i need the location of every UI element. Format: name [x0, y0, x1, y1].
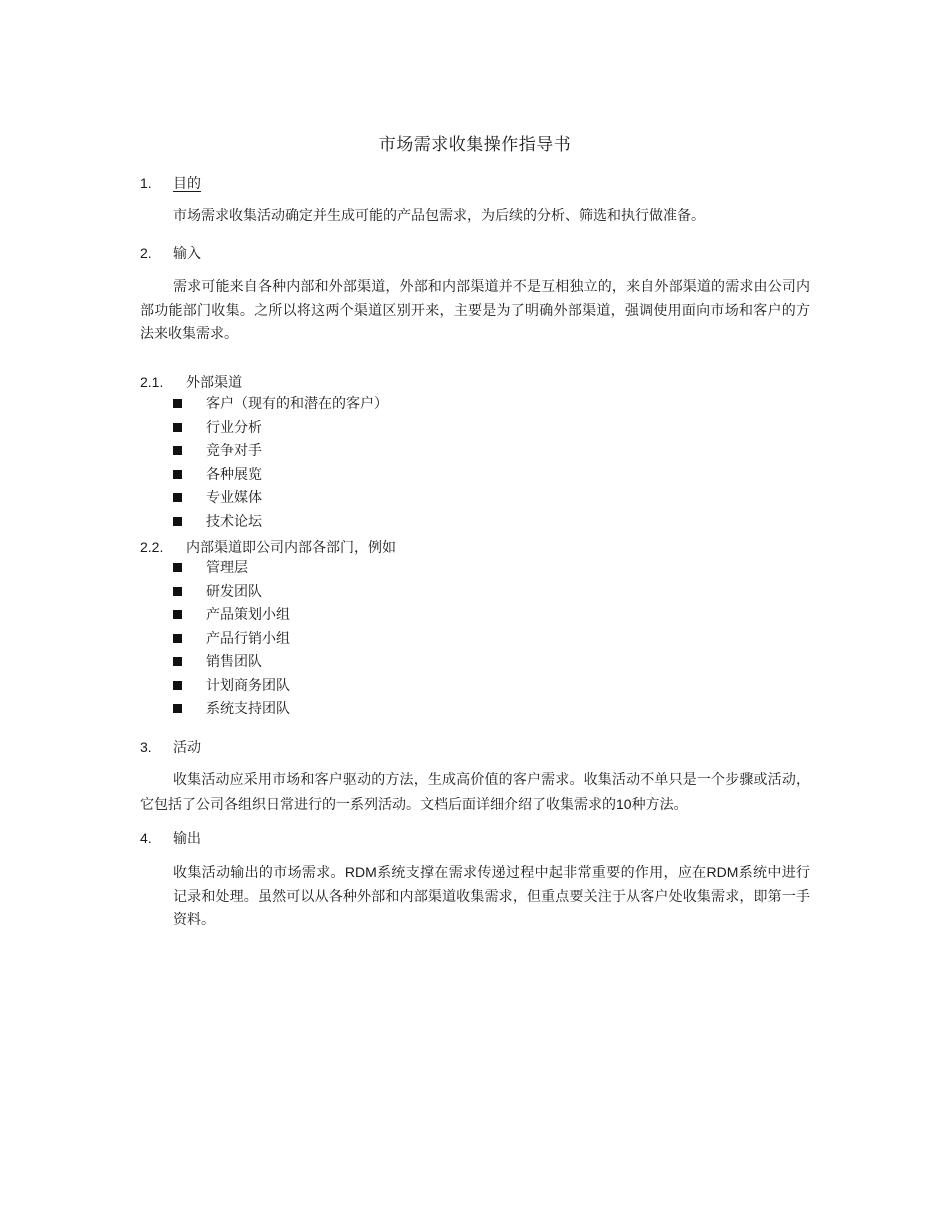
internal-channels-list — [173, 557, 290, 722]
bullet-square-icon — [173, 399, 182, 408]
list-item: 产品行销小组 — [173, 628, 290, 652]
bullet-square-icon — [173, 704, 182, 713]
bullet-square-icon — [173, 470, 182, 479]
section-1-title: 目的 — [173, 176, 201, 192]
bullet-square-icon — [173, 423, 182, 432]
section-2-number: 2. — [140, 245, 152, 261]
list-item: 客户（现有的和潜在的客户） — [173, 393, 388, 417]
section-2-title: 输入 — [173, 246, 201, 262]
section-2-2-title: 内部渠道即公司内部各部门，例如 — [186, 540, 396, 556]
document-title: 市场需求收集操作指导书 — [378, 135, 572, 155]
list-item: 系统支持团队 — [173, 698, 290, 722]
list-item: 销售团队 — [173, 651, 290, 675]
section-1-body: 市场需求收集活动确定并生成可能的产品包需求，为后续的分析、筛选和执行做准备。 — [173, 208, 705, 224]
bullet-square-icon — [173, 681, 182, 690]
bullet-square-icon — [173, 493, 182, 502]
bullet-square-icon — [173, 657, 182, 666]
section-1-number: 1. — [140, 175, 152, 191]
list-item: 研发团队 — [173, 581, 290, 605]
section-3-heading — [140, 737, 201, 758]
bullet-square-icon — [173, 446, 182, 455]
section-4-number: 4. — [140, 830, 152, 846]
list-item: 计划商务团队 — [173, 675, 290, 699]
list-item: 管理层 — [173, 557, 290, 581]
section-2-1-heading — [140, 372, 242, 393]
list-item: 各种展览 — [173, 464, 388, 488]
section-3-body: 收集活动应采用市场和客户驱动的方法，生成高价值的客户需求。收集活动不单只是一个步骤或活动，它包括了公司各组织日常进行的一系列活动。文档后面详细介绍了收集需求的10种方法。 — [140, 772, 810, 813]
list-item: 专业媒体 — [173, 487, 388, 511]
section-3-number: 3. — [140, 739, 152, 755]
section-1-heading — [140, 173, 201, 194]
bullet-square-icon — [173, 517, 182, 526]
section-2-body: 需求可能来自各种内部和外部渠道，外部和内部渠道并不是互相独立的，来自外部渠道的需求由公司内部功能部门收集。之所以将这两个渠道区别开来，主要是为了明确外部渠道，强调使用面向市场和客户的方法来收集需求。 — [140, 279, 810, 342]
section-2-1-number: 2.1. — [140, 374, 164, 390]
bullet-square-icon — [173, 563, 182, 572]
section-4-body: 收集活动输出的市场需求。RDM系统支撑在需求传递过程中起非常重要的作用，应在RDM系统中进行记录和处理。虽然可以从各种外部和内部渠道收集需求，但重点要关注于从客户处收集需求，即第一手资料。 — [173, 864, 811, 928]
section-2-2-number: 2.2. — [140, 539, 164, 555]
bullet-square-icon — [173, 587, 182, 596]
bullet-square-icon — [173, 634, 182, 643]
section-4-title: 输出 — [173, 831, 201, 847]
list-item: 技术论坛 — [173, 511, 388, 535]
section-2-heading — [140, 243, 201, 264]
list-item: 行业分析 — [173, 417, 388, 441]
list-item: 竞争对手 — [173, 440, 388, 464]
section-3-title: 活动 — [173, 740, 201, 756]
list-item: 产品策划小组 — [173, 604, 290, 628]
section-2-2-heading — [140, 537, 396, 558]
section-2-1-title: 外部渠道 — [186, 375, 242, 391]
external-channels-list — [173, 393, 388, 534]
section-4-heading — [140, 828, 201, 849]
bullet-square-icon — [173, 610, 182, 619]
